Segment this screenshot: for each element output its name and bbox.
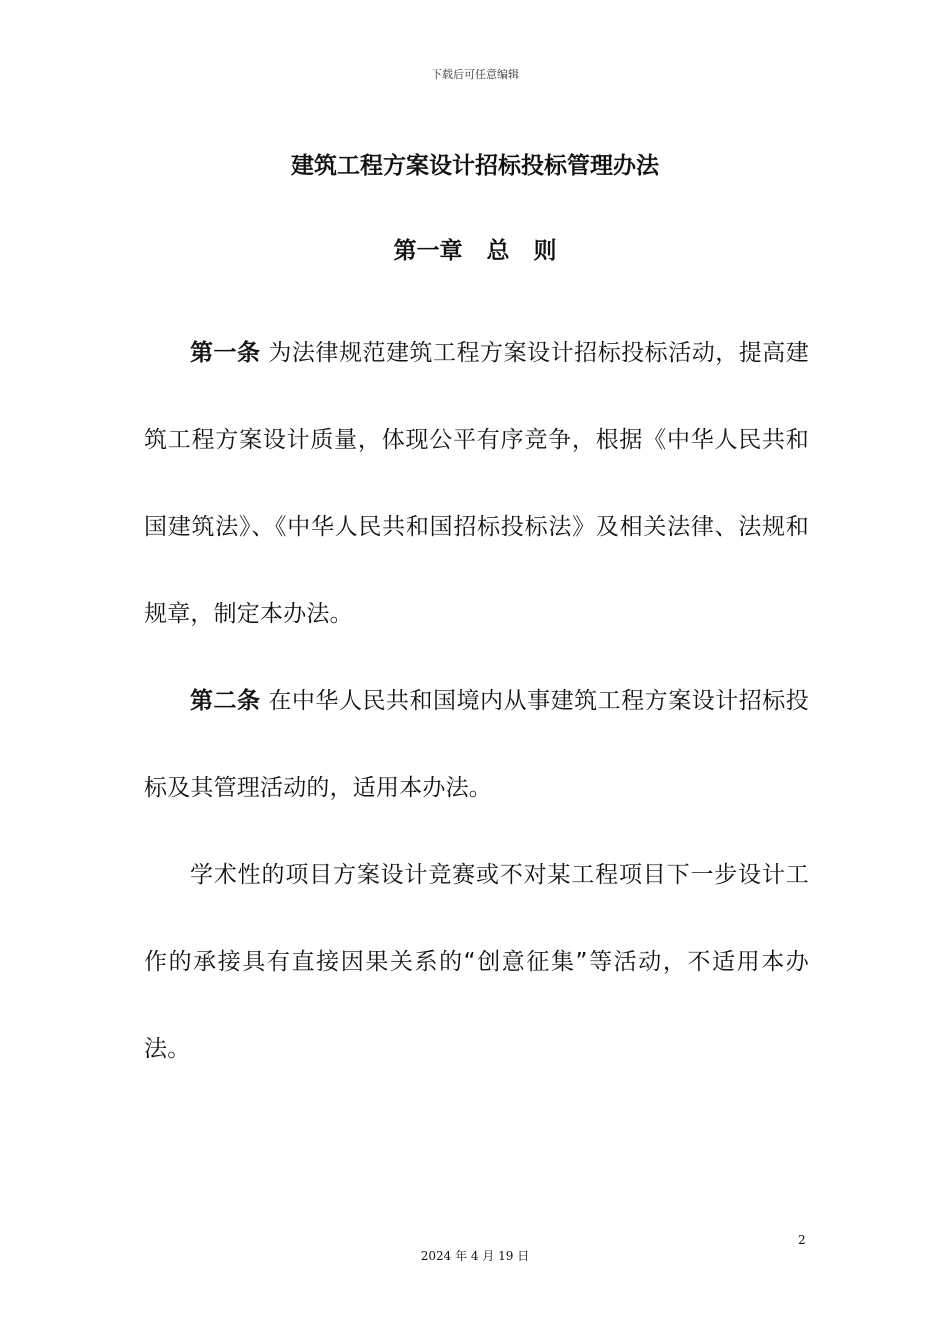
paragraph bbox=[144, 658, 809, 832]
document-title: 建筑工程方案设计招标投标管理办法 bbox=[291, 153, 659, 179]
page-number: 2 bbox=[798, 1233, 806, 1247]
article-2-clause bbox=[144, 832, 809, 1093]
paragraph-text: 在中华人民共和国境内从事建筑工程方案设计招标投标及其管理活动的，适用本办法。 bbox=[144, 688, 809, 801]
article-number: 第二条 bbox=[190, 688, 261, 714]
header-note: 下载后可任意编辑 bbox=[431, 68, 519, 81]
chapter-heading: 第一章 总 则 bbox=[393, 238, 557, 264]
paragraph bbox=[144, 832, 809, 1093]
article-number: 第一条 bbox=[190, 340, 261, 366]
footer-date: 2024 年 4 月 19 日 bbox=[420, 1249, 530, 1263]
paragraph-text: 学术性的项目方案设计竞赛或不对某工程项目下一步设计工作的承接具有直接因果关系的“创意征集”等活动，不适用本办法。 bbox=[144, 862, 809, 1062]
paragraph bbox=[144, 310, 809, 658]
article-2 bbox=[144, 658, 809, 832]
article-1 bbox=[144, 310, 809, 658]
paragraph-text: 为法律规范建筑工程方案设计招标投标活动，提高建筑工程方案设计质量，体现公平有序竞争，根据《中华人民共和国建筑法》、《中华人民共和国招标投标法》及相关法律、法规和规章，制定本办法。 bbox=[144, 340, 809, 627]
